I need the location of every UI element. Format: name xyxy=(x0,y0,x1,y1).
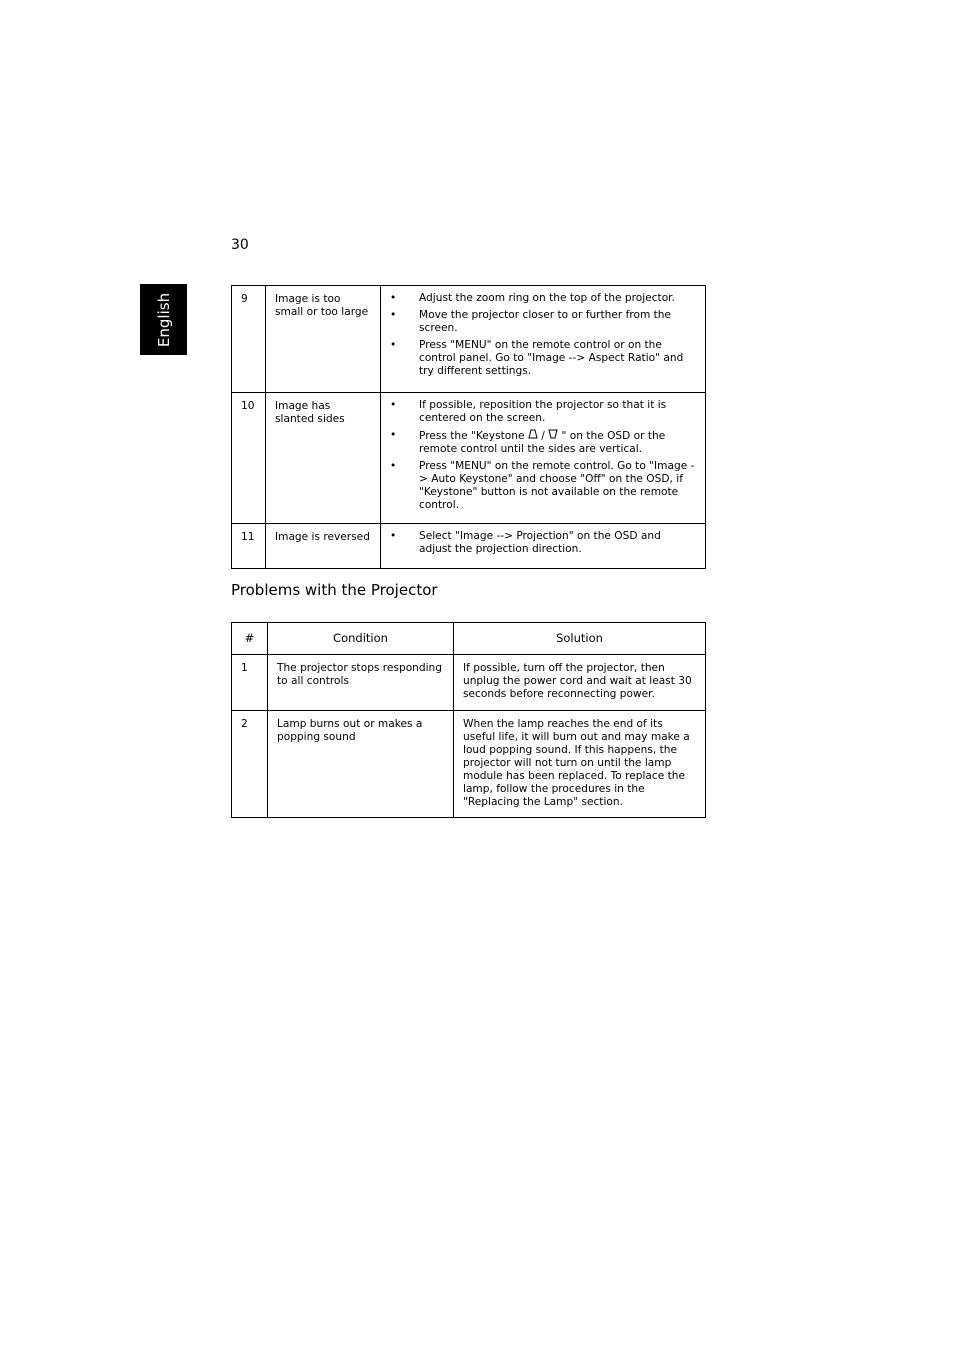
solution-list xyxy=(381,292,695,378)
solution-cell xyxy=(381,286,706,393)
table-row xyxy=(232,393,706,524)
solution-cell: When the lamp reaches the end of its useful life, it will burn out and may make a loud popping sound. If this happens, the projector will not turn on until the lamp module has been replaced. To replace the lamp, follow the procedures in the "Replacing the Lamp" section. xyxy=(454,711,706,818)
solution-list xyxy=(381,530,695,556)
condition-cell: The projector stops responding to all controls xyxy=(268,655,454,711)
solution-cell xyxy=(381,524,706,569)
solution-item: • Select "Image --> Projection" on the OSD and adjust the projection direction. xyxy=(381,530,695,556)
table-row xyxy=(232,711,706,818)
page-number: 30 xyxy=(231,237,249,253)
condition-cell: Lamp burns out or makes a popping sound xyxy=(268,711,454,818)
row-number: 1 xyxy=(232,655,268,711)
header-solution: Solution xyxy=(454,623,706,655)
header-number: # xyxy=(232,623,268,655)
troubleshooting-image-table xyxy=(231,285,706,569)
solution-text-before: Press the "Keystone xyxy=(419,430,528,442)
language-tab xyxy=(140,284,187,355)
row-number: 11 xyxy=(232,524,266,569)
solution-item: • Press the "Keystone / " on the OSD or the remote control until the sides are vertical. xyxy=(381,429,695,456)
solution-item: • Adjust the zoom ring on the top of the projector. xyxy=(381,292,695,305)
row-number: 10 xyxy=(232,393,266,524)
row-number: 9 xyxy=(232,286,266,393)
table-row xyxy=(232,655,706,711)
solution-cell: If possible, turn off the projector, then unplug the power cord and wait at least 30 seconds before reconnecting power. xyxy=(454,655,706,711)
language-tab-label: English xyxy=(154,292,173,347)
row-number: 2 xyxy=(232,711,268,818)
condition-cell: Image is reversed xyxy=(266,524,381,569)
solution-list xyxy=(381,399,695,512)
solution-item: • Press "MENU" on the remote control. Go to "Image -> Auto Keystone" and choose "Off" on the OSD, if "Keystone" button is not available on the remote control. xyxy=(381,460,695,512)
solution-item: • Press "MENU" on the remote control or on the control panel. Go to "Image --> Aspect Ratio" and try different settings. xyxy=(381,339,695,378)
solution-item: • Move the projector closer to or further from the screen. xyxy=(381,309,695,335)
table-row xyxy=(232,524,706,569)
keystone-down-icon xyxy=(548,429,558,443)
keystone-up-icon xyxy=(528,429,538,443)
table-header-row xyxy=(232,623,706,655)
projector-problems-table xyxy=(231,622,706,818)
table-row xyxy=(232,286,706,393)
solution-cell xyxy=(381,393,706,524)
solution-item: • If possible, reposition the projector so that it is centered on the screen. xyxy=(381,399,695,425)
header-condition: Condition xyxy=(268,623,454,655)
section-title: Problems with the Projector xyxy=(231,581,438,599)
condition-cell: Image has slanted sides xyxy=(266,393,381,524)
condition-cell: Image is too small or too large xyxy=(266,286,381,393)
solution-text-after: " on the OSD or the remote control until the sides are vertical. xyxy=(419,430,666,455)
